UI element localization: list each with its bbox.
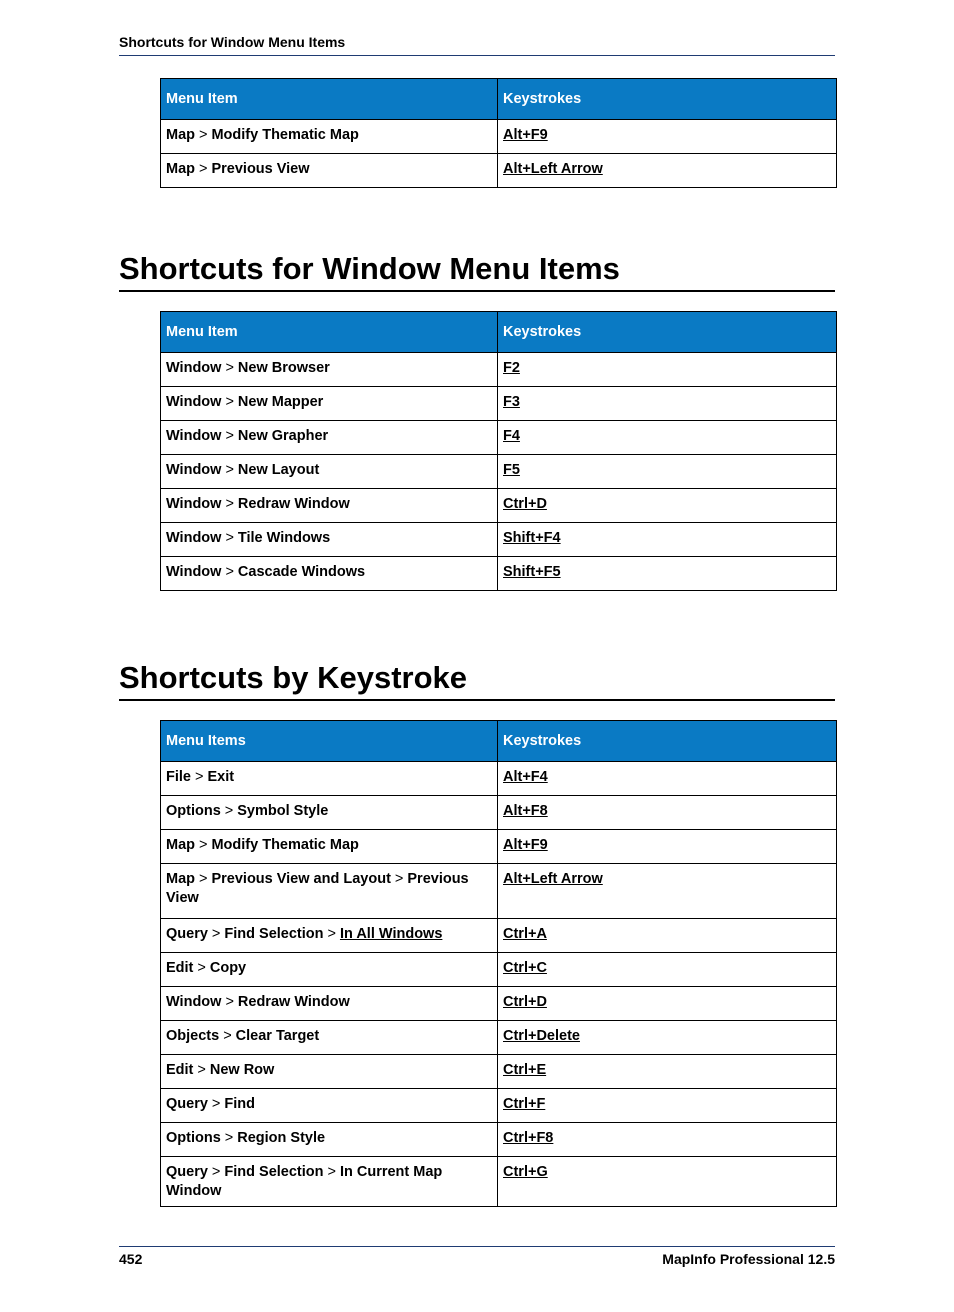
- table-row: [161, 1021, 837, 1055]
- table-header-row: [161, 312, 837, 353]
- table-row: [161, 796, 837, 830]
- menu-item-cell: Options > Symbol Style: [161, 796, 498, 830]
- table-row: [161, 557, 837, 591]
- table-row: [161, 987, 837, 1021]
- keystroke-link[interactable]: Ctrl+C: [498, 953, 837, 987]
- keystroke-link[interactable]: Ctrl+D: [498, 987, 837, 1021]
- keystroke-link[interactable]: Shift+F5: [498, 557, 837, 591]
- in-all-windows-link[interactable]: In All Windows: [339, 926, 443, 942]
- table-row: [161, 1157, 837, 1207]
- table-row: [161, 387, 837, 421]
- section-title-window: Shortcuts for Window Menu Items: [119, 251, 835, 292]
- table-row: [161, 455, 837, 489]
- menu-item-cell: Query > Find Selection > In Current Map Window: [161, 1157, 498, 1207]
- menu-item-cell: Window > Tile Windows: [161, 523, 498, 557]
- column-header-keystrokes: Keystrokes: [498, 79, 837, 120]
- page-number: 452: [119, 1251, 143, 1267]
- table-row: [161, 120, 837, 154]
- keystroke-link[interactable]: Ctrl+D: [498, 489, 837, 523]
- keystroke-link[interactable]: Ctrl+E: [498, 1055, 837, 1089]
- table-row: [161, 953, 837, 987]
- menu-item-cell: Window > New Layout: [161, 455, 498, 489]
- menu-item-cell: Edit > New Row: [161, 1055, 498, 1089]
- table-header-row: [161, 721, 837, 762]
- menu-item-cell: Map > Previous View: [161, 154, 498, 188]
- keystroke-link[interactable]: Alt+Left Arrow: [498, 154, 837, 188]
- menu-item-cell: Window > New Browser: [161, 353, 498, 387]
- keystroke-shortcuts-table: [160, 720, 837, 1207]
- table-row: [161, 864, 837, 919]
- menu-item-cell: Window > Redraw Window: [161, 987, 498, 1021]
- menu-item-cell: Map > Previous View and Layout > Previous View: [161, 864, 498, 919]
- keystroke-link[interactable]: Alt+F9: [498, 830, 837, 864]
- table-row: [161, 154, 837, 188]
- menu-item-cell: Window > Cascade Windows: [161, 557, 498, 591]
- column-header-keystrokes: Keystrokes: [498, 721, 837, 762]
- menu-item-cell: Window > New Mapper: [161, 387, 498, 421]
- menu-item-cell: Map > Modify Thematic Map: [161, 830, 498, 864]
- table-row: [161, 919, 837, 953]
- table-row: [161, 489, 837, 523]
- keystroke-link[interactable]: Ctrl+G: [498, 1157, 837, 1207]
- table-row: [161, 1123, 837, 1157]
- table-row: [161, 353, 837, 387]
- keystroke-link[interactable]: Ctrl+Delete: [498, 1021, 837, 1055]
- menu-item-cell: Options > Region Style: [161, 1123, 498, 1157]
- table-row: [161, 421, 837, 455]
- keystroke-link[interactable]: Ctrl+F8: [498, 1123, 837, 1157]
- map-shortcuts-table: [160, 78, 837, 188]
- window-shortcuts-table: [160, 311, 837, 591]
- menu-item-cell: Map > Modify Thematic Map: [161, 120, 498, 154]
- page-footer: [119, 1246, 835, 1267]
- product-name: MapInfo Professional 12.5: [662, 1251, 835, 1267]
- menu-item-cell: Window > New Grapher: [161, 421, 498, 455]
- table-row: [161, 762, 837, 796]
- keystroke-link[interactable]: F4: [498, 421, 837, 455]
- keystroke-link[interactable]: Alt+F4: [498, 762, 837, 796]
- table-row: [161, 1055, 837, 1089]
- column-header-menu-item: Menu Item: [161, 312, 498, 353]
- column-header-menu-item: Menu Item: [161, 79, 498, 120]
- running-header: Shortcuts for Window Menu Items: [119, 34, 835, 56]
- menu-item-cell: Edit > Copy: [161, 953, 498, 987]
- table-row: [161, 1089, 837, 1123]
- table-header-row: [161, 79, 837, 120]
- menu-item-cell: File > Exit: [161, 762, 498, 796]
- menu-item-cell: Objects > Clear Target: [161, 1021, 498, 1055]
- keystroke-link[interactable]: Ctrl+A: [498, 919, 837, 953]
- keystroke-link[interactable]: Ctrl+F: [498, 1089, 837, 1123]
- menu-item-cell: Query > Find Selection > In All Windows: [161, 919, 498, 953]
- section-title-keystroke: Shortcuts by Keystroke: [119, 660, 835, 701]
- column-header-menu-items: Menu Items: [161, 721, 498, 762]
- keystroke-link[interactable]: Alt+F9: [498, 120, 837, 154]
- table-row: [161, 830, 837, 864]
- menu-item-cell: Query > Find: [161, 1089, 498, 1123]
- keystroke-link[interactable]: F3: [498, 387, 837, 421]
- keystroke-link[interactable]: F2: [498, 353, 837, 387]
- menu-item-cell: Window > Redraw Window: [161, 489, 498, 523]
- column-header-keystrokes: Keystrokes: [498, 312, 837, 353]
- keystroke-link[interactable]: F5: [498, 455, 837, 489]
- table-row: [161, 523, 837, 557]
- keystroke-link[interactable]: Shift+F4: [498, 523, 837, 557]
- keystroke-link[interactable]: Alt+F8: [498, 796, 837, 830]
- keystroke-link[interactable]: Alt+Left Arrow: [498, 864, 837, 919]
